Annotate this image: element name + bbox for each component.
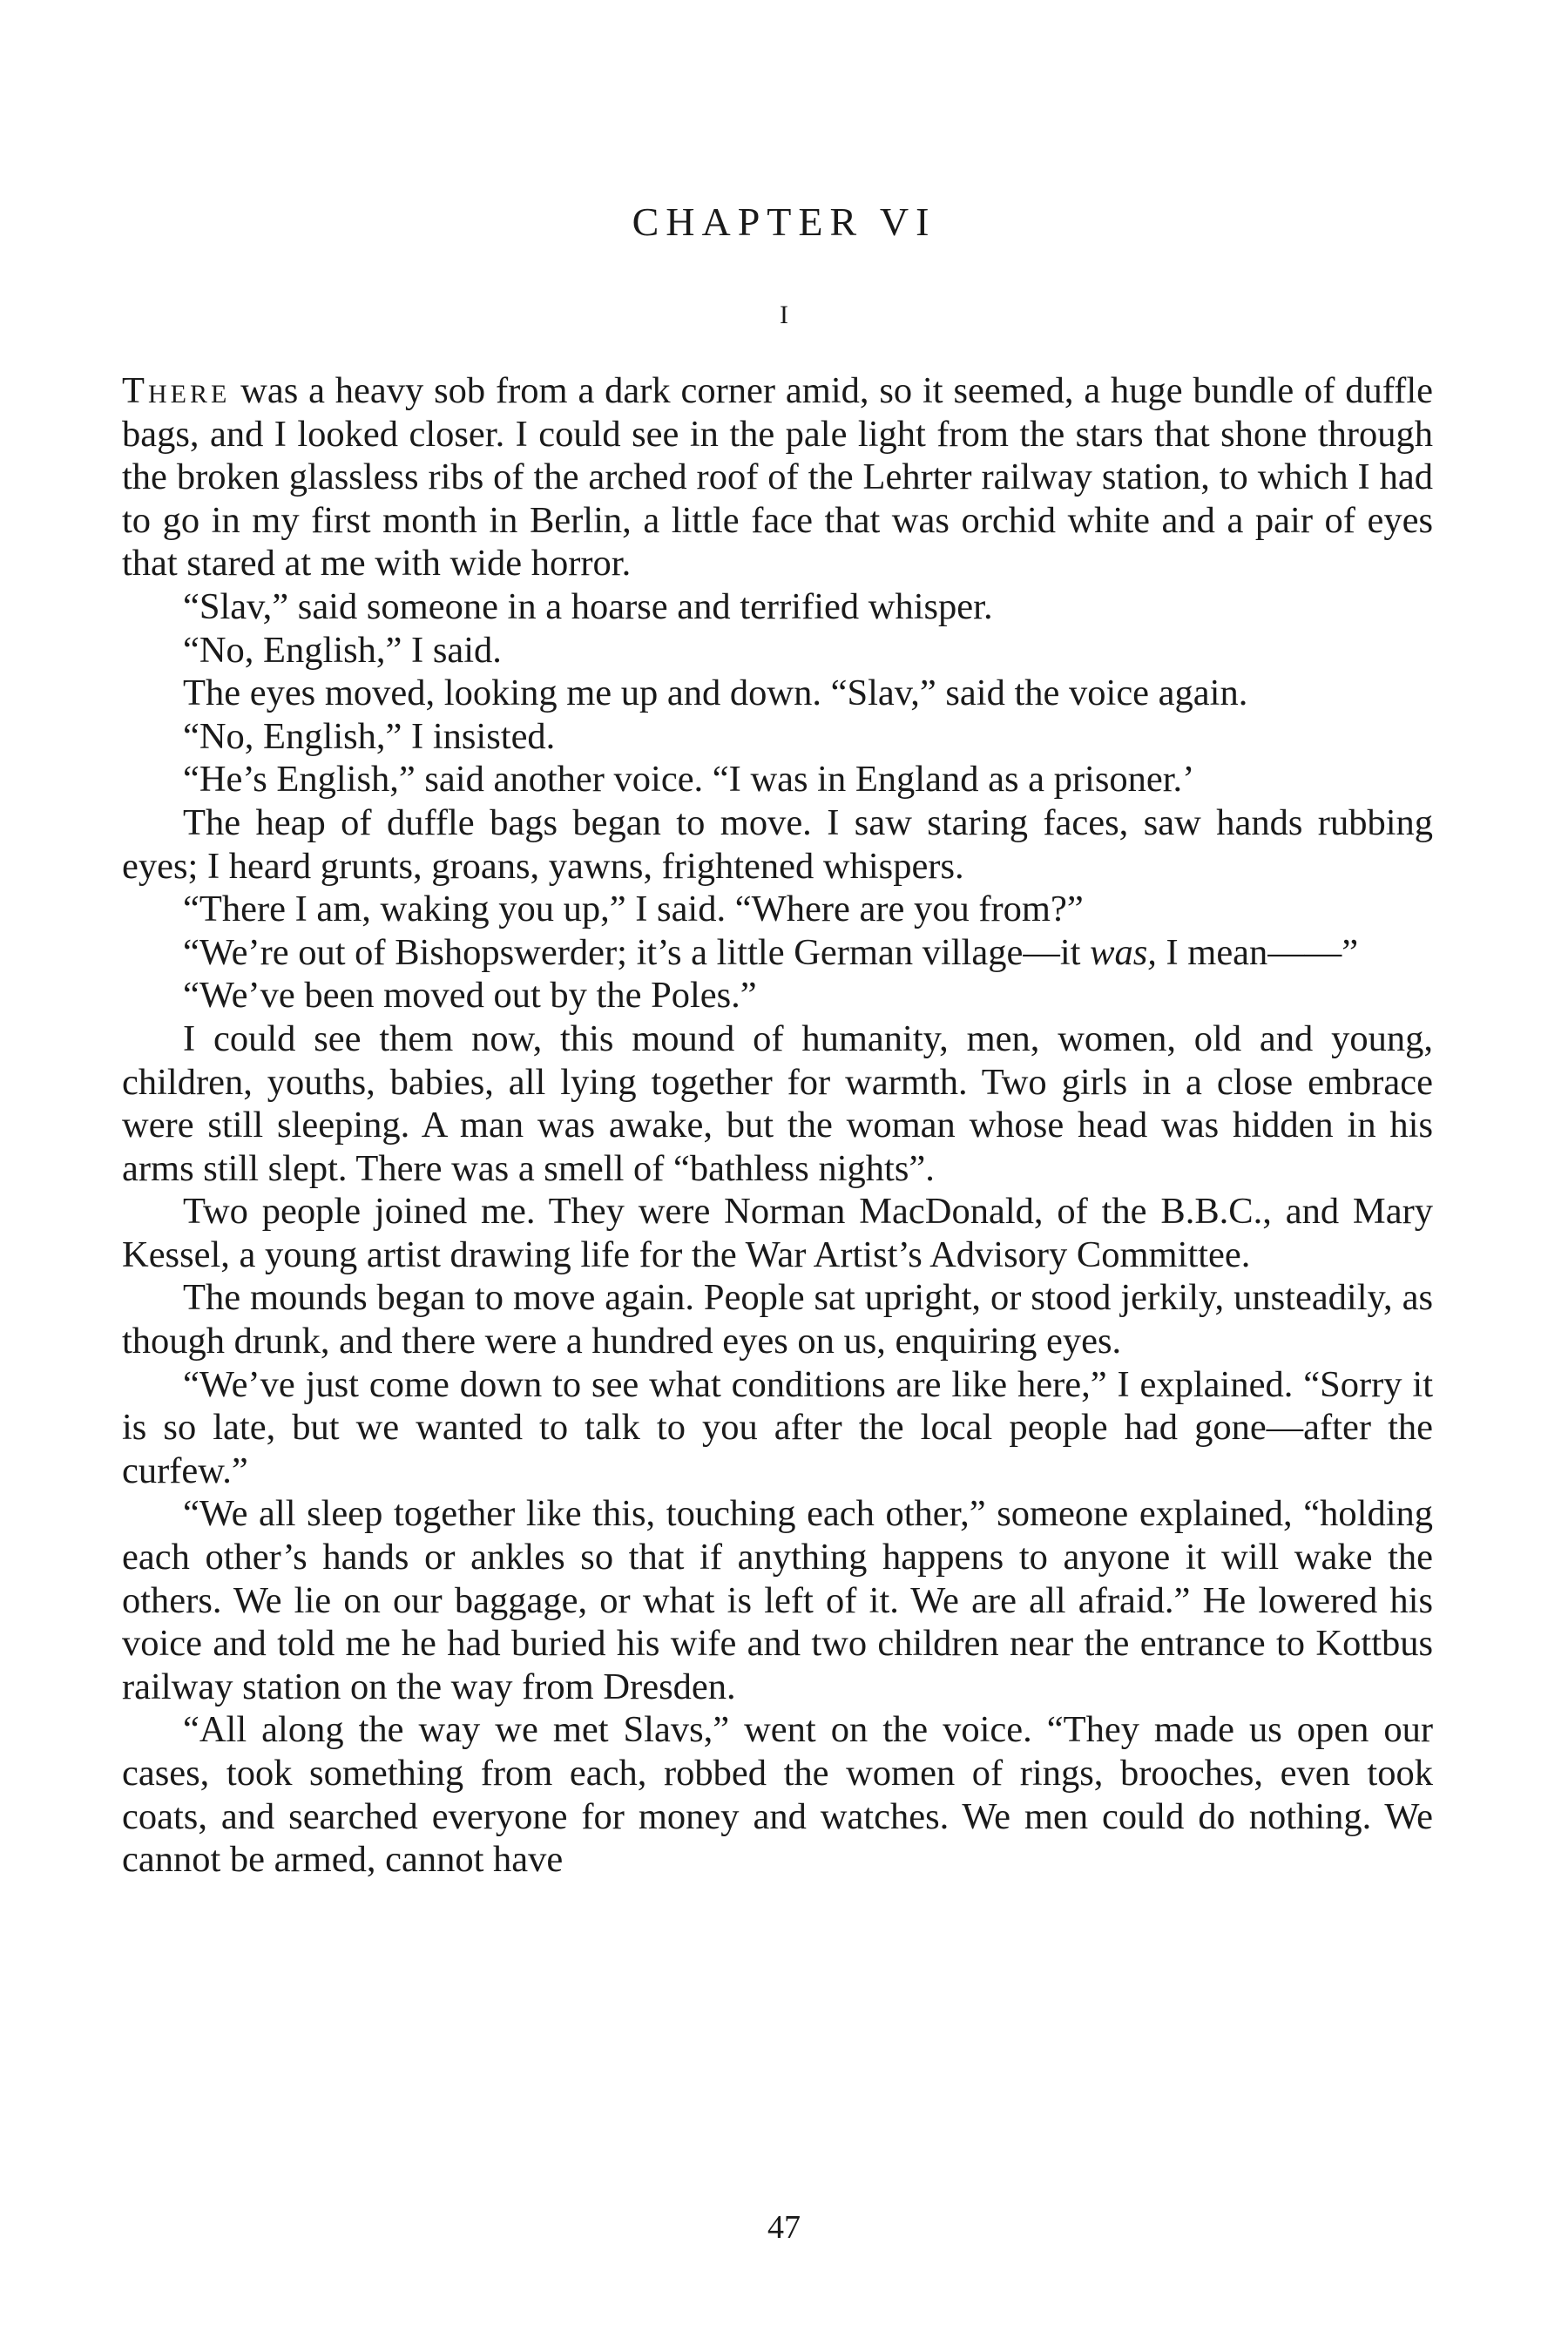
paragraph-2: “Slav,” said someone in a hoarse and terrified whisper. (183, 585, 993, 627)
chapter-title: CHAPTER VI (632, 199, 936, 244)
body-text (122, 369, 1433, 1882)
paragraph-10: “We’ve been moved out by the Poles.” (183, 975, 757, 1017)
paragraph-5: “No, English,” I insisted. (183, 715, 556, 757)
paragraph-text: I mean——” (1156, 931, 1359, 973)
paragraph-9 (122, 931, 1433, 975)
paragraph-16: “All along the way we met Slavs,” went on the voice. “They made us open our cases, took something from each, robbed the women of rings, brooches, even took coats, and searched everyone for money and watches. We men could do nothing. We cannot be armed, cannot have (122, 1709, 1433, 1881)
paragraph-3: “No, English,” I said. (183, 629, 502, 671)
paragraph-12: Two people joined me. They were Norman MacDonald, of the B.B.C., and Mary Kessel, a young artist drawing life for the War Artist’s Advisory Committee. (122, 1191, 1433, 1275)
paragraph-1 (122, 369, 1433, 585)
paragraph-14: “We’ve just come down to see what conditions are like here,” I explained. “Sorry it is so late, but we wanted to talk to you after the local people had gone—after the curfew.” (122, 1363, 1433, 1491)
paragraph-15: “We all sleep together like this, touching each other,” someone explained, “holding each other’s hands or ankles so that if anything happens to anyone it will wake the others. We lie on our baggage, or what is left of it. We are all afraid.” He lowered his voice and told me he had buried his wife and two children near the entrance to Kottbus railway station on the way from Dresden. (122, 1493, 1433, 1707)
paragraph-11: I could see them now, this mound of humanity, men, women, old and young, children, youths, babies, all lying together for warmth. Two girls in a close embrace were still sleeping. A man was awake, but the woman whose head was hidden in his arms still slept. There was a smell of “bathless nights”. (122, 1017, 1433, 1189)
paragraph-13: The mounds began to move again. People sat upright, or stood jerkily, unsteadily, as though drunk, and there were a hundred eyes on us, enquiring eyes. (122, 1277, 1433, 1362)
italic-word: was, (1090, 931, 1157, 973)
opening-word: There (122, 370, 231, 411)
paragraph-4: The eyes moved, looking me up and down. “Slav,” said the voice again. (183, 672, 1248, 714)
paragraph-text: “We’re out of Bishopswerder; it’s a little German village—it (183, 931, 1091, 973)
paragraph-8: “There I am, waking you up,” I said. “Where are you from?” (183, 889, 1084, 930)
section-numeral: I (780, 301, 788, 329)
paragraph-7: The heap of duffle bags began to move. I saw staring faces, saw hands rubbing eyes; I heard grunts, groans, yawns, frightened whispers. (122, 801, 1433, 887)
paragraph-text: was a heavy sob from a dark corner amid, so it seemed, a huge bundle of duffle bags, and I looked closer. I could see in the pale light from the stars that shone through the broken glassless ribs of the arched roof of the Lehrter railway station, to which I had to go in my first month in Berlin, a little face that was orchid white and a pair of eyes that stared at me with wide horror. (122, 370, 1433, 585)
paragraph-6: “He’s English,” said another voice. “I was in England as a prisoner.’ (183, 759, 1195, 801)
page-number: 47 (767, 2209, 801, 2246)
